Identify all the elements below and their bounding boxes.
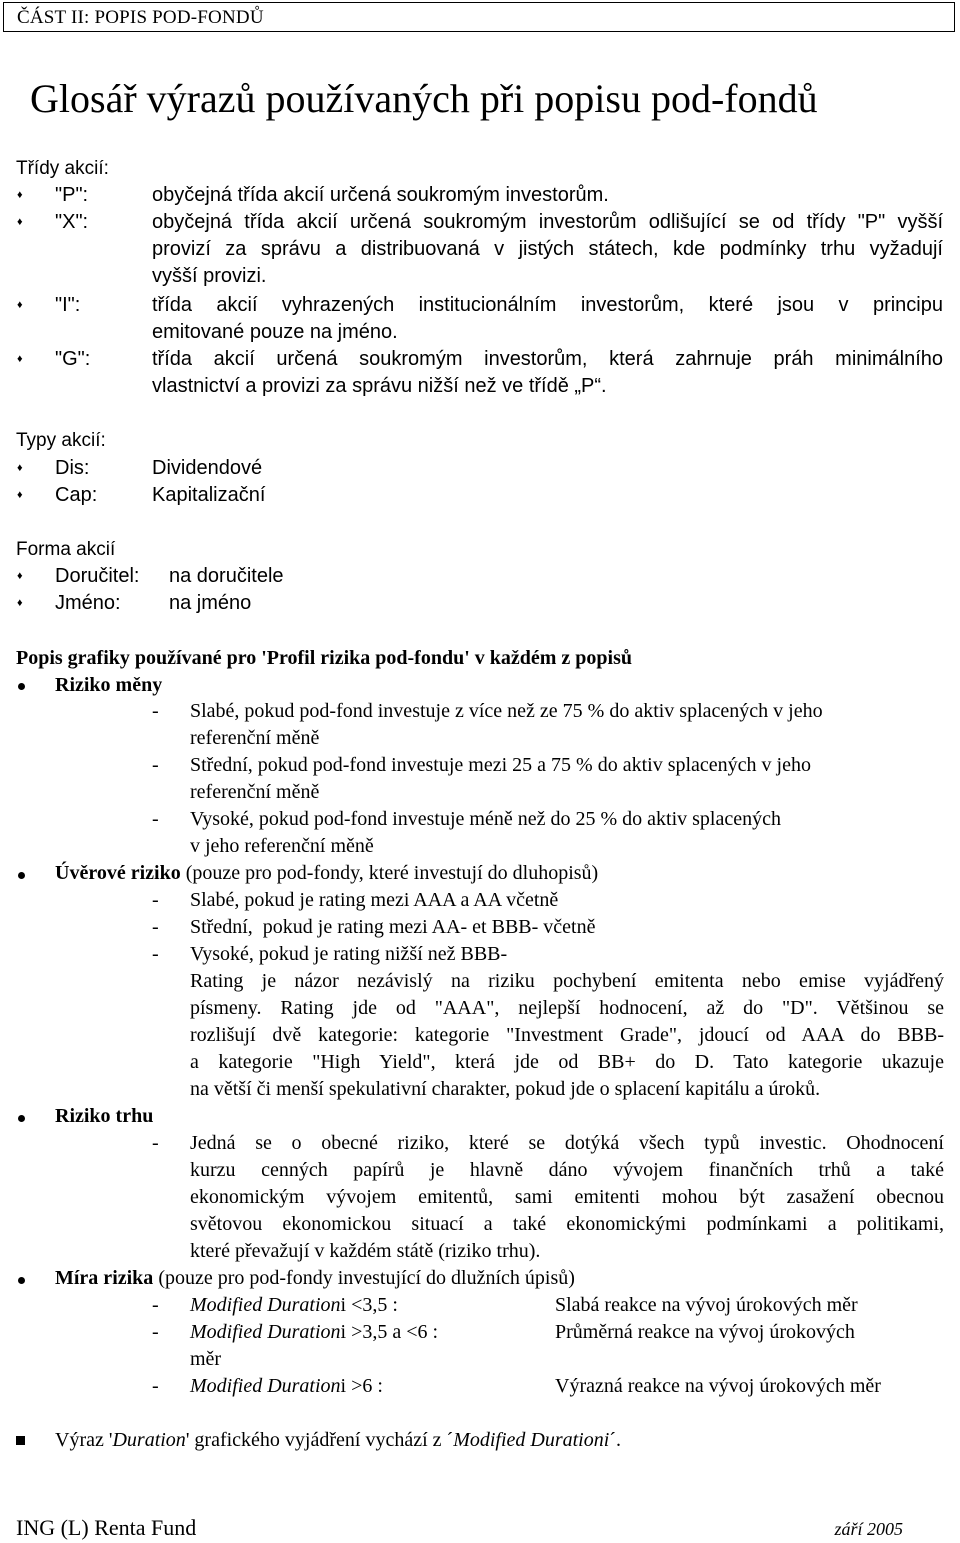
dash-marker: - bbox=[152, 1132, 159, 1154]
share-type-value: Kapitalizační bbox=[152, 484, 266, 506]
share-class-label: "P": bbox=[55, 184, 89, 206]
share-form-value: na doručitele bbox=[169, 565, 284, 587]
currency-risk-line: referenční měně bbox=[190, 727, 320, 749]
part-title: ČÁST II: POPIS POD-FONDŮ bbox=[17, 7, 264, 28]
rating-paragraph-line: Rating je názor nezávislý na riziku pochybení emitenta nebo emise vyjádřený bbox=[190, 970, 944, 992]
credit-risk-heading bbox=[55, 860, 598, 887]
market-risk-title: Riziko trhu bbox=[55, 1105, 154, 1127]
duration-note-prefix: Výraz ' bbox=[55, 1429, 113, 1451]
duration-threshold: i <3,5 : bbox=[340, 1294, 398, 1316]
currency-risk-line: Vysoké, pokud pod-fond investuje méně než do 25 % do aktiv splacených bbox=[190, 808, 781, 830]
duration-note-middle: ' grafického vyjádření vychází z ´ bbox=[185, 1429, 454, 1451]
share-class-desc-line: vyšší provizi. bbox=[152, 265, 267, 287]
page-title: Glosář výrazů používaných při popisu pod-fondů bbox=[30, 76, 818, 121]
rating-paragraph-line: na větší či menší spekulativní charakter, pokud jde o splacení kapitálu a úroků. bbox=[190, 1078, 821, 1100]
rating-paragraph-line: a kategorie "High Yield", která jde od BB+ do D. Tato kategorie ukazuje bbox=[190, 1051, 944, 1073]
square-bullet-icon bbox=[16, 1436, 25, 1445]
credit-risk-title: Úvěrové riziko bbox=[55, 862, 181, 884]
credit-risk-item: Slabé, pokud je rating mezi AAA a AA včetně bbox=[190, 889, 559, 911]
share-type-value: Dividendové bbox=[152, 457, 263, 479]
credit-risk-note: (pouze pro pod-fondy, které investují do dluhopisů) bbox=[180, 862, 599, 884]
diamond-bullet-icon: ♦ bbox=[17, 353, 23, 365]
duration-condition bbox=[190, 1373, 383, 1400]
duration-reaction: měr bbox=[190, 1348, 222, 1370]
share-class-desc-line: obyčejná třída akcií určená soukromým investorům odlišující se od třídy "P" vyšší bbox=[152, 211, 943, 233]
dash-marker: - bbox=[152, 754, 159, 776]
currency-risk-line: Slabé, pokud pod-fond investuje z více než ze 75 % do aktiv splacených v jeho bbox=[190, 700, 823, 722]
share-class-label: "X": bbox=[55, 211, 89, 233]
duration-reaction: Průměrná reakce na vývoj úrokových bbox=[555, 1321, 855, 1343]
credit-risk-item: Střední, pokud je rating mezi AA- et BBB- včetně bbox=[190, 916, 596, 938]
risk-profile-title: Popis grafiky používané pro 'Profil rizika pod-fondu' v každém z popisů bbox=[16, 647, 633, 669]
share-form-value: na jméno bbox=[169, 592, 252, 614]
bullet-dot-icon bbox=[18, 872, 25, 879]
duration-note-term: Duration bbox=[112, 1429, 186, 1451]
diamond-bullet-icon: ♦ bbox=[17, 489, 23, 501]
market-risk-line: kurzu cenných papírů je hlavně dáno vývojem finančních trhů a také bbox=[190, 1159, 944, 1181]
market-risk-line: které převažují v každém státě (riziko trhu). bbox=[190, 1240, 541, 1262]
diamond-bullet-icon: ♦ bbox=[17, 570, 23, 582]
duration-threshold: i >6 : bbox=[340, 1375, 383, 1397]
share-form-title: Forma akcií bbox=[16, 539, 116, 560]
share-class-desc-line: emitované pouze na jméno. bbox=[152, 321, 398, 343]
rating-paragraph-line: písmeny. Rating jde od "AAA", nejlepší hodnocení, až do "D". Většinou se bbox=[190, 997, 944, 1019]
dash-marker: - bbox=[152, 700, 159, 722]
currency-risk-title: Riziko měny bbox=[55, 674, 163, 696]
share-class-label: "I": bbox=[55, 294, 81, 316]
share-class-desc-line: třída akcií vyhrazených institucionálním investorům, které jsou v principu bbox=[152, 294, 943, 316]
dash-marker: - bbox=[152, 916, 159, 938]
market-risk-line: ekonomickým vývojem emitentů, sami emitenti mohou být zasažení obecnou bbox=[190, 1186, 944, 1208]
duration-term: Modified Duration bbox=[190, 1375, 341, 1397]
dash-marker: - bbox=[152, 1375, 159, 1397]
market-risk-line: světovou ekonomickou situací a také ekonomickými podmínkami a politikami, bbox=[190, 1213, 944, 1235]
risk-measure-note: (pouze pro pod-fondy investující do dlužních úpisů) bbox=[153, 1267, 575, 1289]
rating-paragraph-line: rozlišují dvě kategorie: kategorie "Investment Grade", jdoucí od AAA do BBB- bbox=[190, 1024, 944, 1046]
dash-marker: - bbox=[152, 943, 159, 965]
diamond-bullet-icon: ♦ bbox=[17, 597, 23, 609]
share-class-desc-line: obyčejná třída akcií určená soukromým investorům. bbox=[152, 184, 609, 206]
share-class-desc-line: provizí za správu a distribuovaná v jistých státech, kde podmínky trhu vyžadují bbox=[152, 238, 943, 260]
credit-risk-item: Vysoké, pokud je rating nižší než BBB- bbox=[190, 943, 508, 965]
dash-marker: - bbox=[152, 1321, 159, 1343]
share-form-label: Jméno: bbox=[55, 592, 121, 614]
share-class-desc-line: vlastnictví a provizi za správu nižší než ve třídě „P“. bbox=[152, 375, 607, 397]
duration-reaction: Výrazná reakce na vývoj úrokových měr bbox=[555, 1375, 881, 1397]
dash-marker: - bbox=[152, 1294, 159, 1316]
share-form-label: Doručitel: bbox=[55, 565, 140, 587]
diamond-bullet-icon: ♦ bbox=[17, 462, 23, 474]
share-class-label: "G": bbox=[55, 348, 91, 370]
diamond-bullet-icon: ♦ bbox=[17, 216, 23, 228]
share-type-label: Cap: bbox=[55, 484, 98, 506]
diamond-bullet-icon: ♦ bbox=[17, 299, 23, 311]
currency-risk-line: referenční měně bbox=[190, 781, 320, 803]
footer-fund-name: ING (L) Renta Fund bbox=[16, 1515, 197, 1540]
duration-note-term2: Modified Durationi bbox=[453, 1429, 610, 1451]
footer-date: září 2005 bbox=[834, 1519, 903, 1539]
duration-note-text bbox=[55, 1427, 621, 1454]
risk-measure-title: Míra rizika bbox=[55, 1267, 154, 1289]
share-type-label: Dis: bbox=[55, 457, 90, 479]
duration-term: Modified Duration bbox=[190, 1321, 341, 1343]
bullet-dot-icon bbox=[18, 683, 25, 690]
risk-measure-heading bbox=[55, 1265, 575, 1292]
duration-condition bbox=[190, 1292, 398, 1319]
duration-term: Modified Duration bbox=[190, 1294, 341, 1316]
part-header bbox=[3, 2, 955, 32]
bullet-dot-icon bbox=[18, 1115, 25, 1122]
duration-note-suffix: ´. bbox=[609, 1429, 621, 1451]
duration-condition bbox=[190, 1319, 438, 1346]
currency-risk-line: v jeho referenční měně bbox=[190, 835, 374, 857]
currency-risk-line: Střední, pokud pod-fond investuje mezi 25 a 75 % do aktiv splacených v jeho bbox=[190, 754, 811, 776]
bullet-dot-icon bbox=[18, 1277, 25, 1284]
dash-marker: - bbox=[152, 808, 159, 830]
dash-marker: - bbox=[152, 889, 159, 911]
share-types-title: Typy akcií: bbox=[16, 430, 106, 451]
market-risk-line: Jedná se o obecné riziko, které se dotýká všech typů investic. Ohodnocení bbox=[190, 1132, 944, 1154]
diamond-bullet-icon: ♦ bbox=[17, 189, 23, 201]
duration-threshold: i >3,5 a <6 : bbox=[340, 1321, 439, 1343]
share-classes-title: Třídy akcií: bbox=[16, 158, 109, 179]
share-class-desc-line: třída akcií určená soukromým investorům, která zahrnuje práh minimálního bbox=[152, 348, 943, 370]
duration-reaction: Slabá reakce na vývoj úrokových měr bbox=[555, 1294, 858, 1316]
